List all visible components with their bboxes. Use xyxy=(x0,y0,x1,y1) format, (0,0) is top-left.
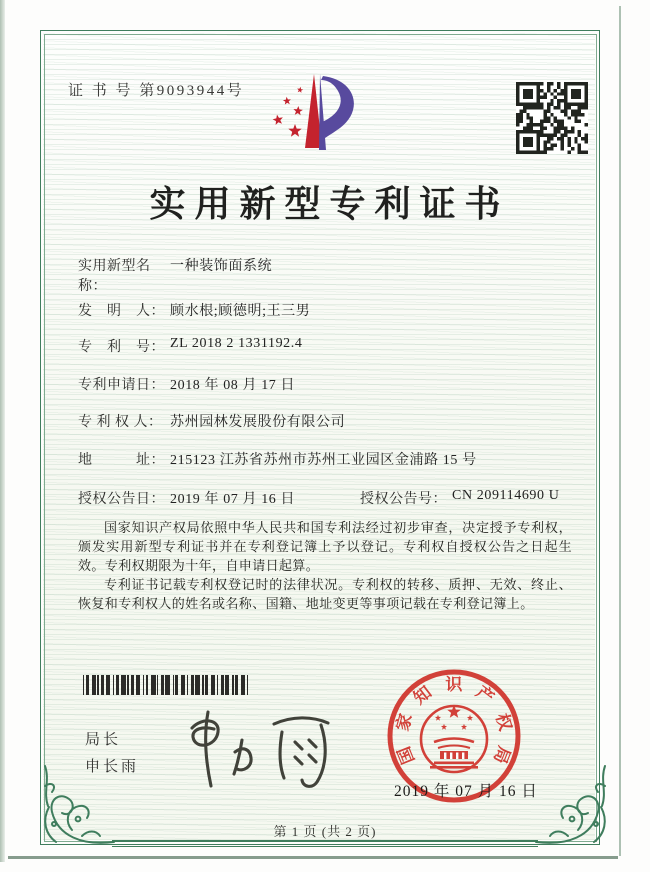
field-label: 专 利 权 人： xyxy=(78,415,163,430)
logo-p-bowl-icon xyxy=(321,76,354,138)
scan-edge-bottom xyxy=(8,856,618,859)
legal-text xyxy=(78,518,572,613)
officer-title: 局长 xyxy=(85,731,122,748)
field-label: 实用新型名称： xyxy=(78,259,151,294)
field-label: 授权公告日： xyxy=(78,492,165,507)
legal-paragraph-1: 国家知识产权局依照中华人民共和国专利法经过初步审查，决定授予专利权，颁发实用新型专利证书并在专利登记簿上予以登记。专利权自授权公告之日起生效。专利权期限为十年，自申请日起算。 xyxy=(78,520,572,573)
officer-name: 申长雨 xyxy=(85,758,140,775)
corner-flourish-right-icon xyxy=(532,762,614,850)
field-pair-grant-no xyxy=(360,488,559,508)
field-value: 苏州园林发展股份有限公司 xyxy=(170,415,346,430)
logo-purple-wedge-icon xyxy=(319,74,326,150)
field-row-name xyxy=(78,255,578,295)
field-row-grant xyxy=(78,488,578,508)
shen-changyu-signature-icon xyxy=(178,702,348,802)
field-label: 授权公告号： xyxy=(360,492,447,507)
field-value: ZL 2018 2 1331192.4 xyxy=(170,336,303,351)
bottom-border-line xyxy=(112,840,538,847)
cnipa-logo-icon xyxy=(270,70,380,162)
field-row-patent-no xyxy=(78,336,578,356)
corner-flourish-left-icon xyxy=(36,762,118,850)
national-emblem-icon xyxy=(421,705,487,772)
field-value: 2019 年 07 月 16 日 xyxy=(170,492,296,507)
field-value: 一种装饰面系统 xyxy=(170,259,273,274)
scan-edge-left xyxy=(0,0,5,862)
field-row-patentee xyxy=(78,411,578,431)
certificate-number: 证 书 号 第9093944号 xyxy=(68,83,245,99)
field-label: 地 址： xyxy=(78,453,165,468)
scan-edge-right xyxy=(619,6,621,856)
field-label: 专利申请日： xyxy=(78,378,165,393)
page-footer: 第 1 页 (共 2 页) xyxy=(273,824,377,839)
barcode-bar xyxy=(248,675,251,695)
field-value: 215123 江苏省苏州市苏州工业园区金浦路 15 号 xyxy=(170,453,477,468)
field-value: CN 209114690 U xyxy=(452,488,560,503)
field-label: 发 明 人： xyxy=(78,304,165,319)
field-value: 2018 年 08 月 17 日 xyxy=(170,378,296,393)
seal-text: 国家知识产权局 xyxy=(392,675,516,767)
field-value: 顾水根;顾德明;王三男 xyxy=(170,304,311,319)
field-row-filing-date xyxy=(78,374,578,394)
seal-date: 2019 年 07 月 16 日 xyxy=(394,783,538,800)
barcode-icon xyxy=(83,675,251,695)
logo-stars-icon xyxy=(273,87,304,137)
certificate-title: 实用新型专利证书 xyxy=(149,184,510,224)
field-row-inventors xyxy=(78,300,578,320)
field-label: 专 利 号： xyxy=(78,340,165,355)
qr-code-icon xyxy=(516,82,588,154)
field-row-address xyxy=(78,449,578,469)
legal-paragraph-2: 专利证书记载专利权登记时的法律状况。专利权的转移、质押、无效、终止、恢复和专利权人的姓名或名称、国籍、地址变更等事项记载在专利登记簿上。 xyxy=(78,577,572,611)
